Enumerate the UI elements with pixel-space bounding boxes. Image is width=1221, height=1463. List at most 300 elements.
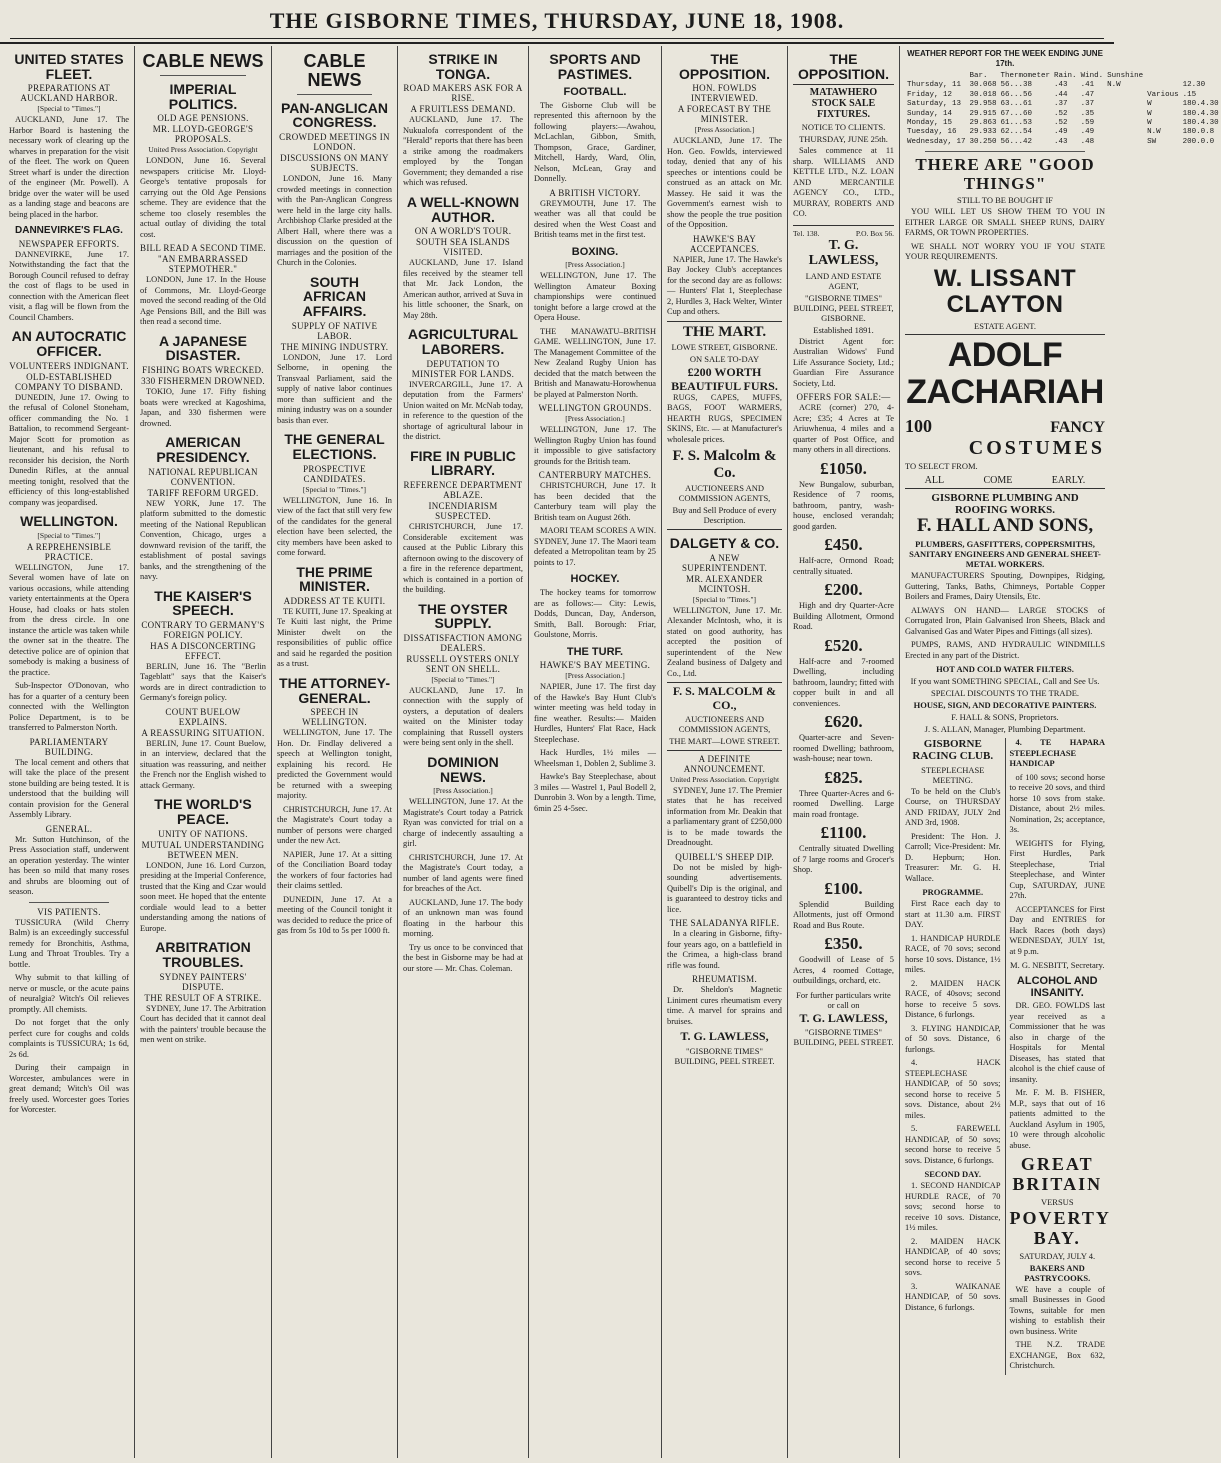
headline-hockey: HOCKEY. <box>570 573 620 586</box>
advert-line: "GISBORNE TIMES" BUILDING, PEEL STREET, GISBORNE. <box>793 292 894 323</box>
subhead: "AN EMBARRASSED STEPMOTHER." <box>158 254 248 275</box>
subhead: HAS A DISCONCERTING EFFECT. <box>150 640 256 661</box>
headline-worlds-peace: THE WORLD'S PEACE. <box>154 796 252 828</box>
article-text: WELLINGTON, June 17. The Wellington Rugby Union has found it impossible to give satisfactory grounds for the British team. <box>534 425 656 466</box>
advert-malcolm <box>667 682 782 750</box>
po-box: P.O. Box 56. <box>855 228 894 238</box>
headline-prime-minister: THE PRIME MINISTER. <box>296 563 373 595</box>
headline-well-known-author: A WELL-KNOWN AUTHOR. <box>406 193 520 225</box>
weather-cell: N.W <box>1107 81 1121 90</box>
headline-autocratic-officer: AN AUTOCRATIC OFFICER. <box>11 328 127 360</box>
advert-text: Half-acre and 7-roomed Dwelling, including bathroom, laundry; fitted with copper built in and all conveniences. <box>793 656 894 708</box>
weather-row <box>905 128 1221 137</box>
columns <box>4 46 1219 1458</box>
weather-cell: .37 <box>1054 100 1068 109</box>
advert-line: THE MART—LOWE STREET. <box>669 735 780 746</box>
subhead: REFERENCE DEPARTMENT ABLAZE. <box>403 480 523 500</box>
price: £200. <box>824 580 863 600</box>
weather-table <box>905 72 1221 147</box>
divider <box>29 902 109 903</box>
article-text: The Gisborne Club will be represented this afternoon by the following players:—Awahou, McLachlan, Gibbon, Smith, Thompson, Grace, Gardiner, Mitchell, Hardy, Ward, Olin, Nelson, McLean, Gray and Donnelly. <box>534 100 656 184</box>
weather-row <box>905 91 1221 100</box>
article-text: WELLINGTON, June 17. At the Magistrate's Court today a Patrick Ryan was convicted for trial on a charge of indecently assaulting a girl. <box>403 797 523 849</box>
headline-wellington: WELLINGTON. <box>20 513 118 530</box>
subhead: MR. ALEXANDER MCINTOSH. <box>686 573 763 594</box>
advert-text: President: The Hon. J. Carroll; Vice-President: Mr. D. Hepburn; Hon. Treasurer: Mr. G. H. Wallace. <box>905 831 1001 883</box>
subhead: SUPPLY OF NATIVE LABOR. <box>291 320 378 341</box>
advert-text: ALWAYS ON HAND— LARGE STOCKS of Corrugated Iron, Plain Galvanised Iron Sheets, Black and Galvanised Gas and Water Pipes and Fittings (all sizes). <box>905 605 1105 636</box>
headline-japanese-disaster: A JAPANESE DISASTER. <box>159 332 247 364</box>
article-text: INVERCARGILL, June 17. A deputation from the Farmers' Union waited on Mr. McNab today, in reference to the question of the shortage of agricultural labour in the district. <box>403 379 523 442</box>
price: £1050. <box>820 458 867 478</box>
advert-hall-sons: F. HALL AND SONS, <box>916 515 1094 537</box>
subhead: MUTUAL UNDERSTANDING BETWEEN MEN. <box>141 839 265 860</box>
advert-line: M. G. NESBITT, Secretary. <box>1010 960 1105 971</box>
weather-cell: W <box>1147 118 1152 127</box>
article-text: NAPIER, June 17. The Hawke's Bay Jockey Club's acceptances for the second day are as follows:— Hunters' Flat 1, Steeplechase 2, Hurdles 3, Hack Welter, Winter Cup and others. <box>667 254 782 317</box>
advert-text: 4. TE HAPARA STEEPLECHASE HANDICAP <box>1009 738 1105 769</box>
headline-imperial-politics: IMPERIAL POLITICS. <box>168 80 238 112</box>
weather-header-cell: Bar. <box>969 72 988 80</box>
headline-football: FOOTBALL. <box>563 86 627 99</box>
advert-text: Half-acre, Ormond Road; centrally situated. <box>793 556 894 576</box>
article-text: Try us once to be convinced that the best in Gisborne may be had at our store — Mr. Chas. Coleman. <box>403 942 523 973</box>
subhead: A NEW SUPERINTENDENT. <box>681 552 768 573</box>
advert-title: T. G. LAWLESS, <box>799 1010 888 1025</box>
weather-row <box>905 110 1221 119</box>
advert-line: ESTATE AGENT. <box>974 320 1036 331</box>
weather-cell: 67...60 <box>1000 109 1033 118</box>
subhead: NATIONAL REPUBLICAN CONVENTION. <box>148 466 258 487</box>
advert-text: Three Quarter-Acres and 6-roomed Dwelling. Large main road frontage. <box>793 788 894 819</box>
price: £100. <box>824 878 863 898</box>
divider <box>297 94 372 95</box>
advert-text: District Agent for: Australian Widows' Fund Life Assurance Society, Ltd.; Guardian Fire Assurance Society, Ltd. <box>793 336 894 388</box>
weather-cell: Tuesday, 16 <box>907 128 957 137</box>
article-text: Sub-Inspector O'Donovan, who has for a quarter of a century been connected with the Wellington Police Department, is to be transferred to Palmerston North. <box>9 681 129 733</box>
advert-racing-left <box>905 738 1001 1374</box>
subhead: THE MINING INDUSTRY. <box>280 341 389 352</box>
advert-text: Do not be misled by high-sounding advertisements. Quibell's Dip is the original, and is guaranteed to destroy ticks and lice. <box>667 862 782 914</box>
advert-title: T. G. LAWLESS, <box>680 1029 769 1044</box>
weather-row <box>905 81 1221 90</box>
headline-opposition: THE OPPOSITION. <box>678 51 770 82</box>
phone-box-line <box>793 229 894 238</box>
weather-cell: 30.068 <box>969 81 997 90</box>
weather-cell: 66...56 <box>1000 90 1033 99</box>
divider <box>925 151 1085 152</box>
advert-line: TO SELECT FROM. <box>905 461 978 472</box>
weather-cell: 29.958 <box>969 100 997 109</box>
weather-cell: Thursday, 11 <box>907 81 962 90</box>
headline-agricultural-laborers: AGRICULTURAL LABORERS. <box>407 326 519 357</box>
subhead: PROSPECTIVE CANDIDATES. <box>303 463 366 484</box>
advert-zachariah-title: ADOLF ZACHARIAH <box>906 335 1104 412</box>
advert-title: F. S. Malcolm & Co. <box>672 448 777 481</box>
advert-poverty: POVERTY <box>1009 1208 1111 1228</box>
weather-report <box>905 49 1219 147</box>
weather-cell: .15 <box>1182 90 1197 99</box>
column-1 <box>4 46 135 1458</box>
advert-britain: BRITAIN <box>1012 1174 1103 1195</box>
headline-turf: THE TURF. <box>566 645 624 658</box>
article-text: WELLINGTON, June 17. The Hon. Dr. Findlay delivered a speech at Wellington tonight, explaining his record. He predicted the Government would be returned with a sweeping majority. <box>277 728 392 801</box>
weather-cell: .43 <box>1054 137 1068 146</box>
article-text: BERLIN, June 16. The "Berlin Tageblatt" says that the Kaiser's words are in direct contradiction to Germany's foreign policy. <box>140 661 266 703</box>
advert-text: YOU WILL LET US SHOW THEM TO YOU IN EITHER LARGE OR SMALL SHEEP RUNS, DAIRY FARMS, OR TOWN PROPERTIES. <box>905 207 1105 238</box>
column-3 <box>272 46 398 1458</box>
subhead: INCENDIARISM SUSPECTED. <box>428 501 498 521</box>
subhead: VIS PATIENTS. <box>37 906 101 917</box>
credit: [Special to "Times."] <box>692 594 757 604</box>
masthead-title: THE GISBORNE TIMES, THURSDAY, JUNE 18, 1908. <box>269 8 845 33</box>
advert-plumbing-title: GISBORNE PLUMBING AND ROOFING WORKS. <box>931 492 1079 517</box>
weather-cell: N.W <box>1147 128 1161 137</box>
advert-text: Splendid Building Allotments, just off Ormond Road and Bus Route. <box>793 899 894 930</box>
subhead: A REASSURING SITUATION. <box>141 727 265 738</box>
subhead: SOUTH SEA ISLANDS VISITED. <box>415 237 511 258</box>
article-text: MAORI TEAM SCORES A WIN. SYDNEY, June 17. The Maori team defeated a Metropolitan team by 25 points to 17. <box>534 526 656 567</box>
article-text: LONDON, June 16. Several newspapers criticise Mr. Lloyd-George's tentative proposals for carrying out the Old Age Pensions scheme. They are evidence that the scheme too closely resembles the actual outlay of dividing the total cost. <box>140 156 266 239</box>
weather-cell: Friday, 12 <box>907 90 953 99</box>
weather-cell: .37 <box>1080 100 1095 109</box>
subhead: BILL READ A SECOND TIME. <box>140 243 266 254</box>
advert-racing-title: GISBORNE RACING CLUB. <box>912 738 994 763</box>
column-4 <box>398 46 529 1458</box>
advert-line: Established 1891. <box>813 324 874 335</box>
advert-text: PUMPS, RAMS, AND HYDRAULIC WINDMILLS Erected in any part of the District. <box>905 640 1105 660</box>
weather-header-cell: Sunshine <box>1107 72 1144 80</box>
subhead: COUNT BUELOW EXPLAINS. <box>165 706 241 727</box>
advert-text: 4. HACK STEEPLECHASE HANDICAP, of 50 sovs; second horse to receive 5 sovs. Distance, about 2½ miles. <box>905 1058 1001 1120</box>
weather-cell: 30.250 <box>969 137 997 146</box>
advert-text: Goodwill of Lease of 5 Acres, 4 roomed Cottage, outbuildings, orchard, etc. <box>793 955 894 986</box>
advert-line: AUCTIONEERS AND COMMISSION AGENTS, <box>678 483 771 504</box>
subhead: PREPARATIONS AT AUCKLAND HARBOR. <box>20 83 118 104</box>
headline-oyster-supply: THE OYSTER SUPPLY. <box>418 600 508 632</box>
weather-cell: 62...54 <box>1000 128 1033 137</box>
weather-cell: W <box>1147 109 1152 118</box>
article-text: CHRISTCHURCH, June 17. Considerable excitement was caused at the Public Library this afternoon owing to the discovery of a fire in the reference department, which is contained in a portion of the building. <box>403 522 523 594</box>
subhead: VOLUNTEERS INDIGNANT. <box>9 360 129 371</box>
subhead: CONTRARY TO GERMANY'S FOREIGN POLICY. <box>141 619 265 640</box>
credit: [Special to "Times."] <box>37 530 101 540</box>
weather-cell: 180.4.30 <box>1182 118 1219 127</box>
advert-line: J. S. ALLAN, Manager, Plumbing Department. <box>924 724 1086 735</box>
weather-cell <box>1105 100 1145 109</box>
headline-south-african: SOUTH AFRICAN AFFAIRS. <box>302 273 367 320</box>
column-5 <box>529 46 662 1458</box>
advert-text: Quarter-acre and Seven-roomed Dwelling; bathroom, wash-house; near town. <box>793 733 894 764</box>
weather-cell: Various <box>1147 90 1179 99</box>
credit: [Press Association.] <box>565 414 625 424</box>
price: £1100. <box>820 823 867 843</box>
subhead: ADDRESS AT TE KUITI. <box>283 595 386 606</box>
weather-row <box>905 119 1221 128</box>
weather-cell: .48 <box>1080 137 1095 146</box>
weather-cell: Saturday, 13 <box>907 100 962 109</box>
subhead: DISCUSSIONS ON MANY SUBJECTS. <box>280 153 389 174</box>
advert-text: In a clearing in Gisborne, fifty-four years ago, on a battlefield in the Crimea, a high-class brand rifle was found. <box>667 929 782 970</box>
advert-racing-split <box>905 738 1111 1374</box>
article-text: SYDNEY, June 17. The Premier states that he has received information from Mr. Deakin that a parliamentary grant of £250,000 is to be made towards the Dreadnought. <box>667 785 782 848</box>
article-text: DUNEDIN, June 17. At a meeting of the Council tonight it was decided to reduce the price of gas from 5s 10d to 5s per 1000 ft. <box>277 894 392 936</box>
article-text: AUCKLAND, June 17. In connection with the supply of oysters, a deputation of dealers waited on the Minister today complaining that Russell oysters were being sent only in the shell. <box>403 685 523 748</box>
weather-row <box>905 100 1221 109</box>
price: £450. <box>824 535 863 555</box>
weather-body <box>905 81 1221 147</box>
weather-cell <box>1105 91 1145 100</box>
subhead: DEPUTATION TO MINISTER FOR LANDS. <box>411 358 515 379</box>
advert-line: "GISBORNE TIMES" BUILDING, PEEL STREET. <box>793 1026 894 1047</box>
weather-cell: .41 <box>1080 81 1095 90</box>
headline-pan-anglican: PAN-ANGLICAN CONGRESS. <box>280 99 389 131</box>
advert-text: 5. FAREWELL HANDICAP, of 50 sovs; second horse to receive 5 sovs. Distance, 6 furlongs. <box>905 1124 1001 1165</box>
price: £350. <box>824 934 863 954</box>
advert-text: 1. SECOND HANDICAP HURDLE RACE, of 70 sovs; second horse to receive 10 sovs. Distance, 1½ miles. <box>905 1181 1001 1232</box>
advert-text: ACRE (corner) 270, 4-Acre; £35; 4 Acres at Te Ariuwhenua, 4 miles and a quarter of Post Office, and many others in all directions. <box>793 403 894 455</box>
advert-line: LAND AND ESTATE AGENT, <box>805 270 882 291</box>
advert-line: "GISBORNE TIMES" BUILDING, PEEL STREET. <box>674 1045 775 1066</box>
advert-line: F. HALL & SONS, Proprietors. <box>951 712 1059 723</box>
advert-the-mart <box>667 321 782 530</box>
subhead: THE RESULT OF A STRIKE. <box>144 992 262 1003</box>
weather-header-cell <box>905 72 968 81</box>
headline-opposition-continued: THE OPPOSITION. <box>797 51 889 82</box>
subhead: DISSATISFACTION AMONG DEALERS. <box>403 632 523 653</box>
advert-text: 2. MAIDEN HACK RACE, of 40sovs; second horse to receive 5 sovs. Distance, 6 furlongs. <box>905 978 1001 1019</box>
advert-line: STEEPLECHASE MEETING. <box>921 764 985 785</box>
headline-american-presidency: AMERICAN PRESIDENCY. <box>156 434 250 465</box>
advert-line: £200 WORTH BEAUTIFUL FURS. <box>671 365 778 393</box>
advert-line: STILL TO BE BOUGHT IF <box>956 195 1054 206</box>
weather-cell: .47 <box>1080 90 1095 99</box>
subhead: CROWDED MEETINGS IN LONDON. <box>279 132 390 153</box>
advert-text: of 100 sovs; second horse to receive 20 sovs, and third horse 10 sovs from stake. Distance, about 2½ miles. Nomination, 2s; acceptance, 3s. <box>1009 772 1105 835</box>
subhead: RUSSELL OYSTERS ONLY SENT ON SHELL. <box>406 653 520 674</box>
advert-bakers-title: BAKERS AND PASTRYCOOKS. <box>1024 1262 1091 1283</box>
advert-text: 1. HANDICAP HURDLE RACE, of 70 sovs; second horse 10 sovs. Distance, 1½ miles. <box>905 933 1001 974</box>
telephone: Tel. 138. <box>793 228 820 238</box>
article-text: SYDNEY, June 17. The Arbitration Court has decided that it cannot deal with the painters' trouble because the men went on strike. <box>140 1003 266 1045</box>
advert-title: MATAWHERO STOCK SALE FIXTURES. <box>809 87 878 121</box>
price: £620. <box>824 712 863 732</box>
weather-cell: .35 <box>1080 109 1095 118</box>
subhead: ROAD MAKERS ASK FOR A RISE. <box>403 83 523 104</box>
advert-costumes-row <box>905 417 1105 437</box>
advert-text: RUGS, CAPES, MUFFS, BAGS, FOOT WARMERS, HEARTH RUGS, SPECIMEN SKINS, Etc. — at Manufacturer's wholesale prices. <box>667 392 782 444</box>
advert-text: TUSSICURA (Wild Cherry Balm) is an exceedingly successful remedy for Bronchitis, Asthma, Lung and Throat Troubles. Try a bottle. <box>9 917 129 969</box>
weather-cell: .49 <box>1080 128 1095 137</box>
weather-header-cell: Wind. <box>1080 72 1104 80</box>
advert-text: Dr. Sheldon's Magnetic Liniment cures rheumatism every time. A marvel for sprains and bruises. <box>667 985 782 1026</box>
headline-strike-tonga: STRIKE IN TONGA. <box>428 51 498 82</box>
headline-dominion-news: DOMINION NEWS. <box>427 753 499 785</box>
advert-line: PLUMBERS, GASFITTERS, COPPERSMITHS, SANITARY ENGINEERS AND GENERAL SHEET-METAL WORKERS. <box>909 539 1101 570</box>
subhead: THE SALADANYA RIFLE. <box>669 918 780 929</box>
article-text: The hockey teams for tomorrow are as follows:— City: Lewis, Dodds, Duncan, Day, Anderson, Smith, Ball. Borough: Friar, Goulstone, Morris. <box>534 588 656 640</box>
advert-text: Centrally situated Dwelling of 7 large rooms and Grocer's Shop. <box>793 844 894 875</box>
article-text: LONDON, June 17. Lord Selborne, in opening the Transvaal Parliament, said the supply of native labor continues more than sufficient and the mining industry was on a sounder basis than ever. <box>277 352 392 425</box>
advert-all: ALL <box>924 475 945 487</box>
article-text: WELLINGTON, June 17. The Wellington Amateur Boxing championships were continued tonight before a large crowd at the Opera House. <box>534 271 656 323</box>
advert-text: WE SHALL NOT WORRY YOU IF YOU STATE YOUR REQUIREMENTS. <box>905 241 1105 262</box>
weather-cell: .44 <box>1054 90 1068 99</box>
advert-text: 3. FLYING HANDICAP, of 50 sovs. Distance, 6 furlongs. <box>905 1023 1001 1054</box>
subhead: RHEUMATISM. <box>691 974 758 985</box>
subhead: A REPREHENSIBLE PRACTICE. <box>26 541 112 562</box>
weather-cell <box>1105 119 1145 128</box>
weather-cell: 180.4.30 <box>1182 100 1219 109</box>
advert-text: ACCEPTANCES for First Day and ENTRIES for Hack Races (both days) WEDNESDAY, JULY 1st, at 9 p.m. <box>1009 904 1105 956</box>
advert-text: THE N.Z. TRADE EXCHANGE, Box 632, Christchurch. <box>1009 1340 1105 1371</box>
headline-cable-news: CABLE NEWS <box>303 51 366 90</box>
weather-header-cell: Rain. <box>1054 72 1077 80</box>
subhead: A DEFINITE ANNOUNCEMENT. <box>683 753 766 774</box>
article-text: WELLINGTON, June 17. Several women have of late on various occasions, while attending variety entertainments at the Opera House, had cloaks or hats stolen from the dress circle. In one instance the article was taken while the owner sat in the theatre. The detective police are of opinion that somebody is making a business of the practice. <box>9 562 129 677</box>
weather-cell: 56...42 <box>1000 137 1033 146</box>
advert-line: PROGRAMME. <box>922 887 984 897</box>
weather-cell: 63...61 <box>1000 100 1033 109</box>
subhead: GENERAL. <box>45 823 93 834</box>
weather-cell: 12.30 <box>1182 81 1206 90</box>
article-text: NAPIER, June 17. At a sitting of the Conciliation Board today the workers of four factories had their claims settled. <box>277 849 392 891</box>
advert-title: THE MART. <box>682 323 767 340</box>
headline-dalgety: DALGETY & CO. <box>669 535 780 552</box>
subhead: HAWKE'S BAY ACCEPTANCES. <box>689 233 760 254</box>
weather-cell: .43 <box>1054 81 1068 90</box>
article-text: BERLIN, June 17. Count Buelow, in an interview, declared that the situation was reassuring, and neither the French nor the English wished to attack Germany. <box>140 738 266 790</box>
subhead: QUIBELL'S SHEEP DIP. <box>675 851 774 862</box>
article-text: DUNEDIN, June 17. Owing to the refusal of Colonel Stoneham, officer commanding the No. 1 Battalion, to recommend Sergeant-Major Scott for promotion as lieutenant, and his refusal to reconsider his decision, the North Dunedin Rifles, at the annual meeting tonight, resolved that the efficiency of this long-established company was jeopardised. <box>9 392 129 507</box>
subhead: A BRITISH VICTORY. <box>549 187 641 198</box>
weather-cell: SW <box>1147 137 1157 146</box>
subhead: WELLINGTON GROUNDS. <box>538 403 652 414</box>
credit: [Press Association.] <box>694 125 755 135</box>
article-text: LONDON, June 16. Lord Curzon, presiding at the Imperial Conference, trusted that the King and Czar would soon meet. He hoped that the entente cordiale would lead to a better understanding among the nations of Europe. <box>140 860 266 933</box>
article-text: LONDON, June 17. In the House of Commons, Mr. Lloyd-George moved the second reading of the Old Age Pensions Bill, and the Bill was then read a second time. <box>140 275 266 327</box>
advert-racing-right <box>1005 738 1111 1374</box>
headline-general-elections: THE GENERAL ELECTIONS. <box>284 431 385 462</box>
weather-cell: 200.0.0 <box>1182 137 1215 146</box>
article-text: DR. GEO. FOWLDS last year received as a Commissioner that he was also in charge of the Hospitals for Mental Diseases, has stated that alcohol is the chief cause of insanity. <box>1009 1001 1105 1084</box>
subhead: A FORECAST BY THE MINISTER. <box>677 104 772 125</box>
advert-title: F. S. MALCOLM & CO., <box>672 684 777 712</box>
article-text: WELLINGTON, June 17. Mr. Alexander McIntosh, who, it is stated on good authority, has accepted the position of superintendent of the New Zealand business of Dalgety and Co., Ltd. <box>667 605 782 678</box>
advert-text: Sales commence at 11 sharp. WILLIAMS AND KETTLE LTD., N.Z. LOAN AND MERCANTILE AGENCY CO., LTD., MURRAY, ROBERTS AND CO. <box>793 146 894 219</box>
subhead: HAWKE'S BAY MEETING. <box>539 660 651 671</box>
headline-cable-news: CABLE NEWS <box>142 51 264 71</box>
subhead: HON. FOWLDS INTERVIEWED. <box>690 83 759 104</box>
weather-cell <box>1105 110 1145 119</box>
masthead-rule <box>10 38 1104 39</box>
advert-line: LOWE STREET, GISBORNE. <box>671 342 778 353</box>
headline-attorney-general: THE ATTORNEY-GENERAL. <box>279 674 390 706</box>
headline-us-fleet: UNITED STATES FLEET. <box>14 51 124 82</box>
headline-sports: SPORTS AND PASTIMES. <box>549 51 641 82</box>
advert-text: High and dry Quarter-Acre Building Allotment, Ormond Road. <box>793 601 894 632</box>
weather-cell <box>1105 128 1145 137</box>
subhead: ON A WORLD'S TOUR. <box>414 226 512 237</box>
advert-text: MANUFACTURERS Spouting, Downpipes, Ridging, Guttering, Tanks, Baths, Chimneys, Portable Copper Boilers and Frames, Dairy Utensils, Etc. <box>905 571 1105 602</box>
weather-row <box>905 138 1221 147</box>
credit: [Special to "Times."] <box>302 484 367 494</box>
article-text: CHRISTCHURCH, June 17. It has been decided that the Canterbury team will play the British team on August 26th. <box>534 481 656 522</box>
advert-zachariah <box>905 334 1105 490</box>
advert-line: THURSDAY, JUNE 25th. <box>799 134 888 145</box>
weather-cell: Sunday, 14 <box>907 109 953 118</box>
article-text: AUCKLAND, June 17. The Hon. Geo. Fowlds, interviewed today, denied that any of his speeches or intentions could be construed as an attack on Mr. Massey. He said it was the Government's earnest wish to show the people the true position of the Opposition. <box>667 136 782 230</box>
column-2 <box>135 46 272 1458</box>
credit: [Special to "Times."] <box>431 674 495 684</box>
weather-cell: 29.915 <box>969 109 997 118</box>
weather-cell: 30.018 <box>969 90 997 99</box>
weather-cell: Wednesday, 17 <box>907 137 966 146</box>
advert-text: Why submit to that killing of nerve or muscle, or the acute pains of neuralgia? Witch's Oil relieves promptly. All chemists. <box>9 973 129 1014</box>
price: £520. <box>824 635 863 655</box>
headline-arbitration-troubles: ARBITRATION TROUBLES. <box>155 939 251 970</box>
advert-text: WEIGHTS for Flying, First Hurdles, Park Steeplechase, Trial Steeplechase, and Winter Cup, SATURDAY, JUNE 27th. <box>1009 838 1105 901</box>
article-text: CHRISTCHURCH, June 17. At the Magistrate's Court today a number of persons were charged under the new Act. <box>277 804 392 846</box>
article-text: LONDON, June 16. Many crowded meetings in connection with the Pan-Anglican Congress were held in the large city halls. Archbishop Clarke presided at the Albert Hall, where there was a discussion on the question of marriages and the position of the Church in the Colonies. <box>277 174 392 268</box>
weather-cell <box>1105 138 1145 147</box>
advert-text: WE have a couple of small Businesses in Good Towns, suitable for men wishing to establish their own business. Write <box>1009 1284 1105 1336</box>
subhead: UNITY OF NATIONS. <box>158 828 248 839</box>
advert-come: COME <box>983 475 1013 487</box>
weather-cell: .49 <box>1054 128 1068 137</box>
advert-early: EARLY. <box>1051 475 1086 487</box>
article-text: NEW YORK, June 17. The platform submitted to the domestic meeting of the National Republican Convention, Chicago, urges a downward revision of the tariff, the establishment of postal savings banks, and the strengthening of the navy. <box>140 498 266 582</box>
advert-text: During their campaign in Worcester, ambulances were in great demand; Witch's Oil was freely used. Worcester goes Tories for Worcester. <box>9 1063 129 1115</box>
advert-text: To be held on the Club's Course, on THURSDAY AND FRIDAY, JULY 2nd AND 3rd, 1908. <box>905 786 1001 827</box>
advert-line: SECOND DAY. <box>924 1169 982 1179</box>
article-text: Mr. Sutton Hutchinson, of the Press Association staff, underwent an operation yesterday. The winter has been so mild that many roses and shrubs are blooming out of season. <box>9 834 129 897</box>
headline-dannevirke: DANNEVIRKE'S FLAG. <box>15 225 123 237</box>
advert-text: 3. WAIKANAE HANDICAP, of 50 sovs. Distance, 6 furlongs. <box>905 1281 1001 1312</box>
weather-cell: Monday, 15 <box>907 118 953 127</box>
advert-line: AUCTIONEERS AND COMMISSION AGENTS, <box>678 713 771 734</box>
weather-cell: .52 <box>1054 118 1068 127</box>
advert-number: 100 <box>905 416 932 437</box>
subhead: A FRUITLESS DEMAND. <box>410 104 516 115</box>
subhead: OLD-ESTABLISHED COMPANY TO DISBAND. <box>15 371 123 392</box>
credit: [Special to "Times."] <box>37 104 101 114</box>
headline-fire-public-library: FIRE IN PUBLIC LIBRARY. <box>410 447 516 479</box>
advert-great: GREAT <box>1020 1154 1094 1175</box>
advert-text: First Race each day to start at 11.30 a.m. FIRST DAY. <box>905 899 1001 929</box>
article-text: DANNEVIRKE, June 17. Notwithstanding the fact that the Borough Council refused to defray the cost of flags to be used in connection with the American fleet visit, a flag will be flown from the Council Chambers. <box>9 249 129 322</box>
article-text: AUCKLAND, June 17. The body of an unknown man was found floating in the harbour this morning. <box>403 897 523 939</box>
credit: [Press Association.] <box>565 260 625 270</box>
subhead: 330 FISHERMEN DROWNED. <box>141 376 265 387</box>
article-text: TOKIO, June 17. Fifty fishing boats were wrecked at Kagoshima, Japan, and 330 fishermen were drowned. <box>140 387 266 428</box>
weather-title: WEATHER REPORT FOR THE WEEK ENDING JUNE 17th. <box>907 49 1103 68</box>
advert-costumes: COSTUMES <box>968 437 1105 460</box>
credit: United Press Association. Copyright <box>669 774 780 784</box>
weather-cell: .52 <box>1054 109 1068 118</box>
advert-line: ON SALE TO-DAY <box>689 354 760 365</box>
headline-alcohol-insanity: ALCOHOL AND INSANITY. <box>1016 975 1098 999</box>
subhead: CANTERBURY MATCHES. <box>538 470 652 481</box>
weather-cell: 29.933 <box>969 128 997 137</box>
subhead: MR. LLOYD-GEORGE'S PROPOSALS. <box>152 124 254 145</box>
article-text: AUCKLAND, June 17. The Nukualofa correspondent of the "Herald" reports that there has been a strike among the roadmakers employed by the Tongan Government; they demanded a rise which was refused. <box>403 115 523 188</box>
advert-line: HOT AND COLD WATER FILTERS. <box>936 664 1074 675</box>
credit: [Press Association.] <box>433 786 493 796</box>
column-6 <box>662 46 788 1458</box>
weather-cell: 180.0.8 <box>1182 128 1215 137</box>
subhead: FISHING BOATS WRECKED. <box>142 365 264 376</box>
